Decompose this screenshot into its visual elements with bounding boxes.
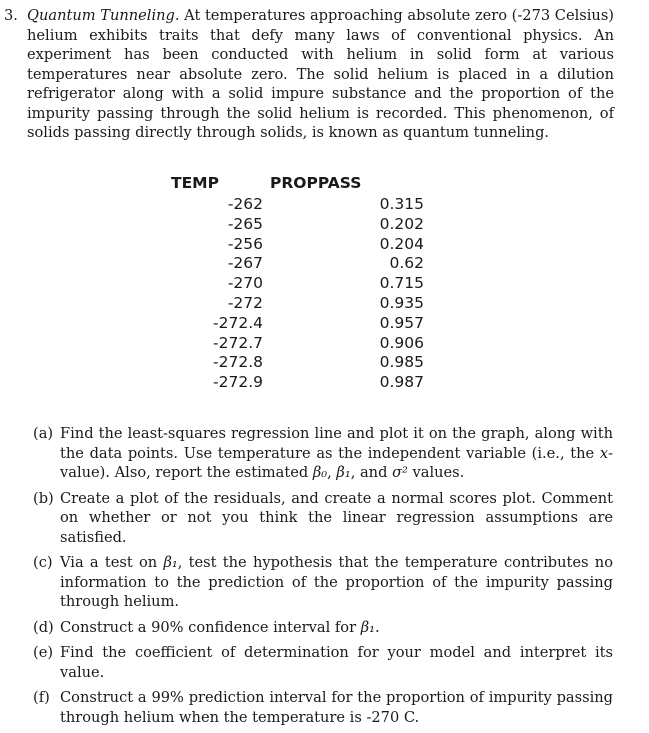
part-d-text-1: Construct a 90% confidence interval for	[60, 618, 361, 636]
part-c	[33, 553, 613, 612]
sigma-squared-symbol: σ²	[392, 464, 408, 481]
temp-cell: -272.4	[213, 313, 263, 332]
part-c-text-2: , test the hypothesis that the temperature contributes no information to the prediction of the proportion of the impurity passing through helium.	[60, 554, 613, 610]
problem-text: At temperatures approaching absolute zero (-273 Celsius) helium exhibits traits that defy many laws of conventional physics. An experiment has been conducted with helium in solid form at various temperatures near absolute zero. The solid helium is placed in a dilution refrigerator along with a solid impure substance and the proportion of the impurity passing through the solid helium is recorded. This phenomenon, of solids passing directly through solids, is known as quantum tunneling.	[27, 7, 614, 141]
problem-body	[27, 6, 614, 143]
proppass-header: PROPPASS	[270, 174, 362, 192]
part-a	[33, 424, 613, 483]
part-a-text-1: Find the least-squares regression line and plot it on the graph, along with the data points. Use temperature as the independent variable (i.e., the	[60, 425, 613, 462]
part-f-text: Construct a 99% prediction interval for the proportion of impurity passing through helium when the temperature is -270 C.	[60, 689, 613, 726]
part-label: (b)	[33, 489, 54, 507]
temp-cell: -272.8	[213, 353, 263, 372]
beta1-symbol: β₁	[163, 554, 178, 571]
temp-header: TEMP	[171, 174, 219, 192]
part-e	[33, 643, 613, 682]
part-label: (a)	[33, 425, 54, 442]
beta1-symbol: β₁	[336, 464, 351, 481]
proppass-column	[331, 195, 424, 393]
proppass-cell: 0.957	[379, 313, 424, 332]
proppass-cell: 0.715	[379, 274, 424, 293]
x-symbol: x	[599, 444, 609, 462]
temp-cell: -272.9	[213, 373, 263, 392]
proppass-cell: 0.906	[379, 333, 424, 352]
part-f	[33, 688, 613, 727]
proppass-cell: 0.204	[379, 234, 424, 253]
problem-number: 3.	[4, 7, 18, 24]
temp-cell: -262	[227, 195, 263, 213]
proppass-cell: 0.985	[379, 353, 424, 372]
part-a-text-3: values.	[407, 464, 465, 481]
temp-cell: -265	[227, 214, 263, 233]
part-b-text: Create a plot of the residuals, and create a normal scores plot. Comment on whether or not you think the linear regression assumptions are satisfied.	[60, 489, 613, 546]
part-e-text: Find the coefficient of determination for your model and interpret its value.	[60, 644, 613, 681]
proppass-cell: 0.987	[379, 373, 424, 392]
part-d	[33, 618, 613, 638]
part-d-text-2: .	[375, 618, 380, 636]
temp-column	[171, 195, 263, 393]
temp-cell: -267	[227, 254, 263, 273]
proppass-cell: 0.935	[379, 293, 424, 312]
temp-cell: -256	[227, 234, 263, 253]
problem-title: Quantum Tunneling.	[27, 7, 180, 24]
temp-cell: -272.7	[213, 333, 263, 352]
part-label: (c)	[33, 554, 53, 571]
beta1-symbol: β₁	[360, 618, 375, 636]
proppass-cell: 0.202	[379, 214, 424, 233]
problem-statement	[4, 6, 614, 143]
proppass-cell: 0.315	[379, 195, 424, 213]
beta0-symbol: β₀	[312, 464, 328, 481]
part-label: (e)	[33, 644, 54, 661]
temp-cell: -270	[227, 274, 263, 293]
part-label: (f)	[33, 689, 50, 706]
part-c-text-1: Via a test on	[60, 554, 164, 571]
part-a-text-2: -value). Also, report the estimated	[60, 444, 613, 481]
temp-cell: -272	[227, 293, 263, 312]
part-b	[33, 489, 613, 548]
question-parts	[33, 424, 613, 733]
proppass-cell: 0.62	[389, 254, 424, 273]
part-label: (d)	[33, 618, 54, 636]
part-a-and: , and	[350, 464, 393, 481]
part-a-separator: ,	[327, 464, 337, 481]
